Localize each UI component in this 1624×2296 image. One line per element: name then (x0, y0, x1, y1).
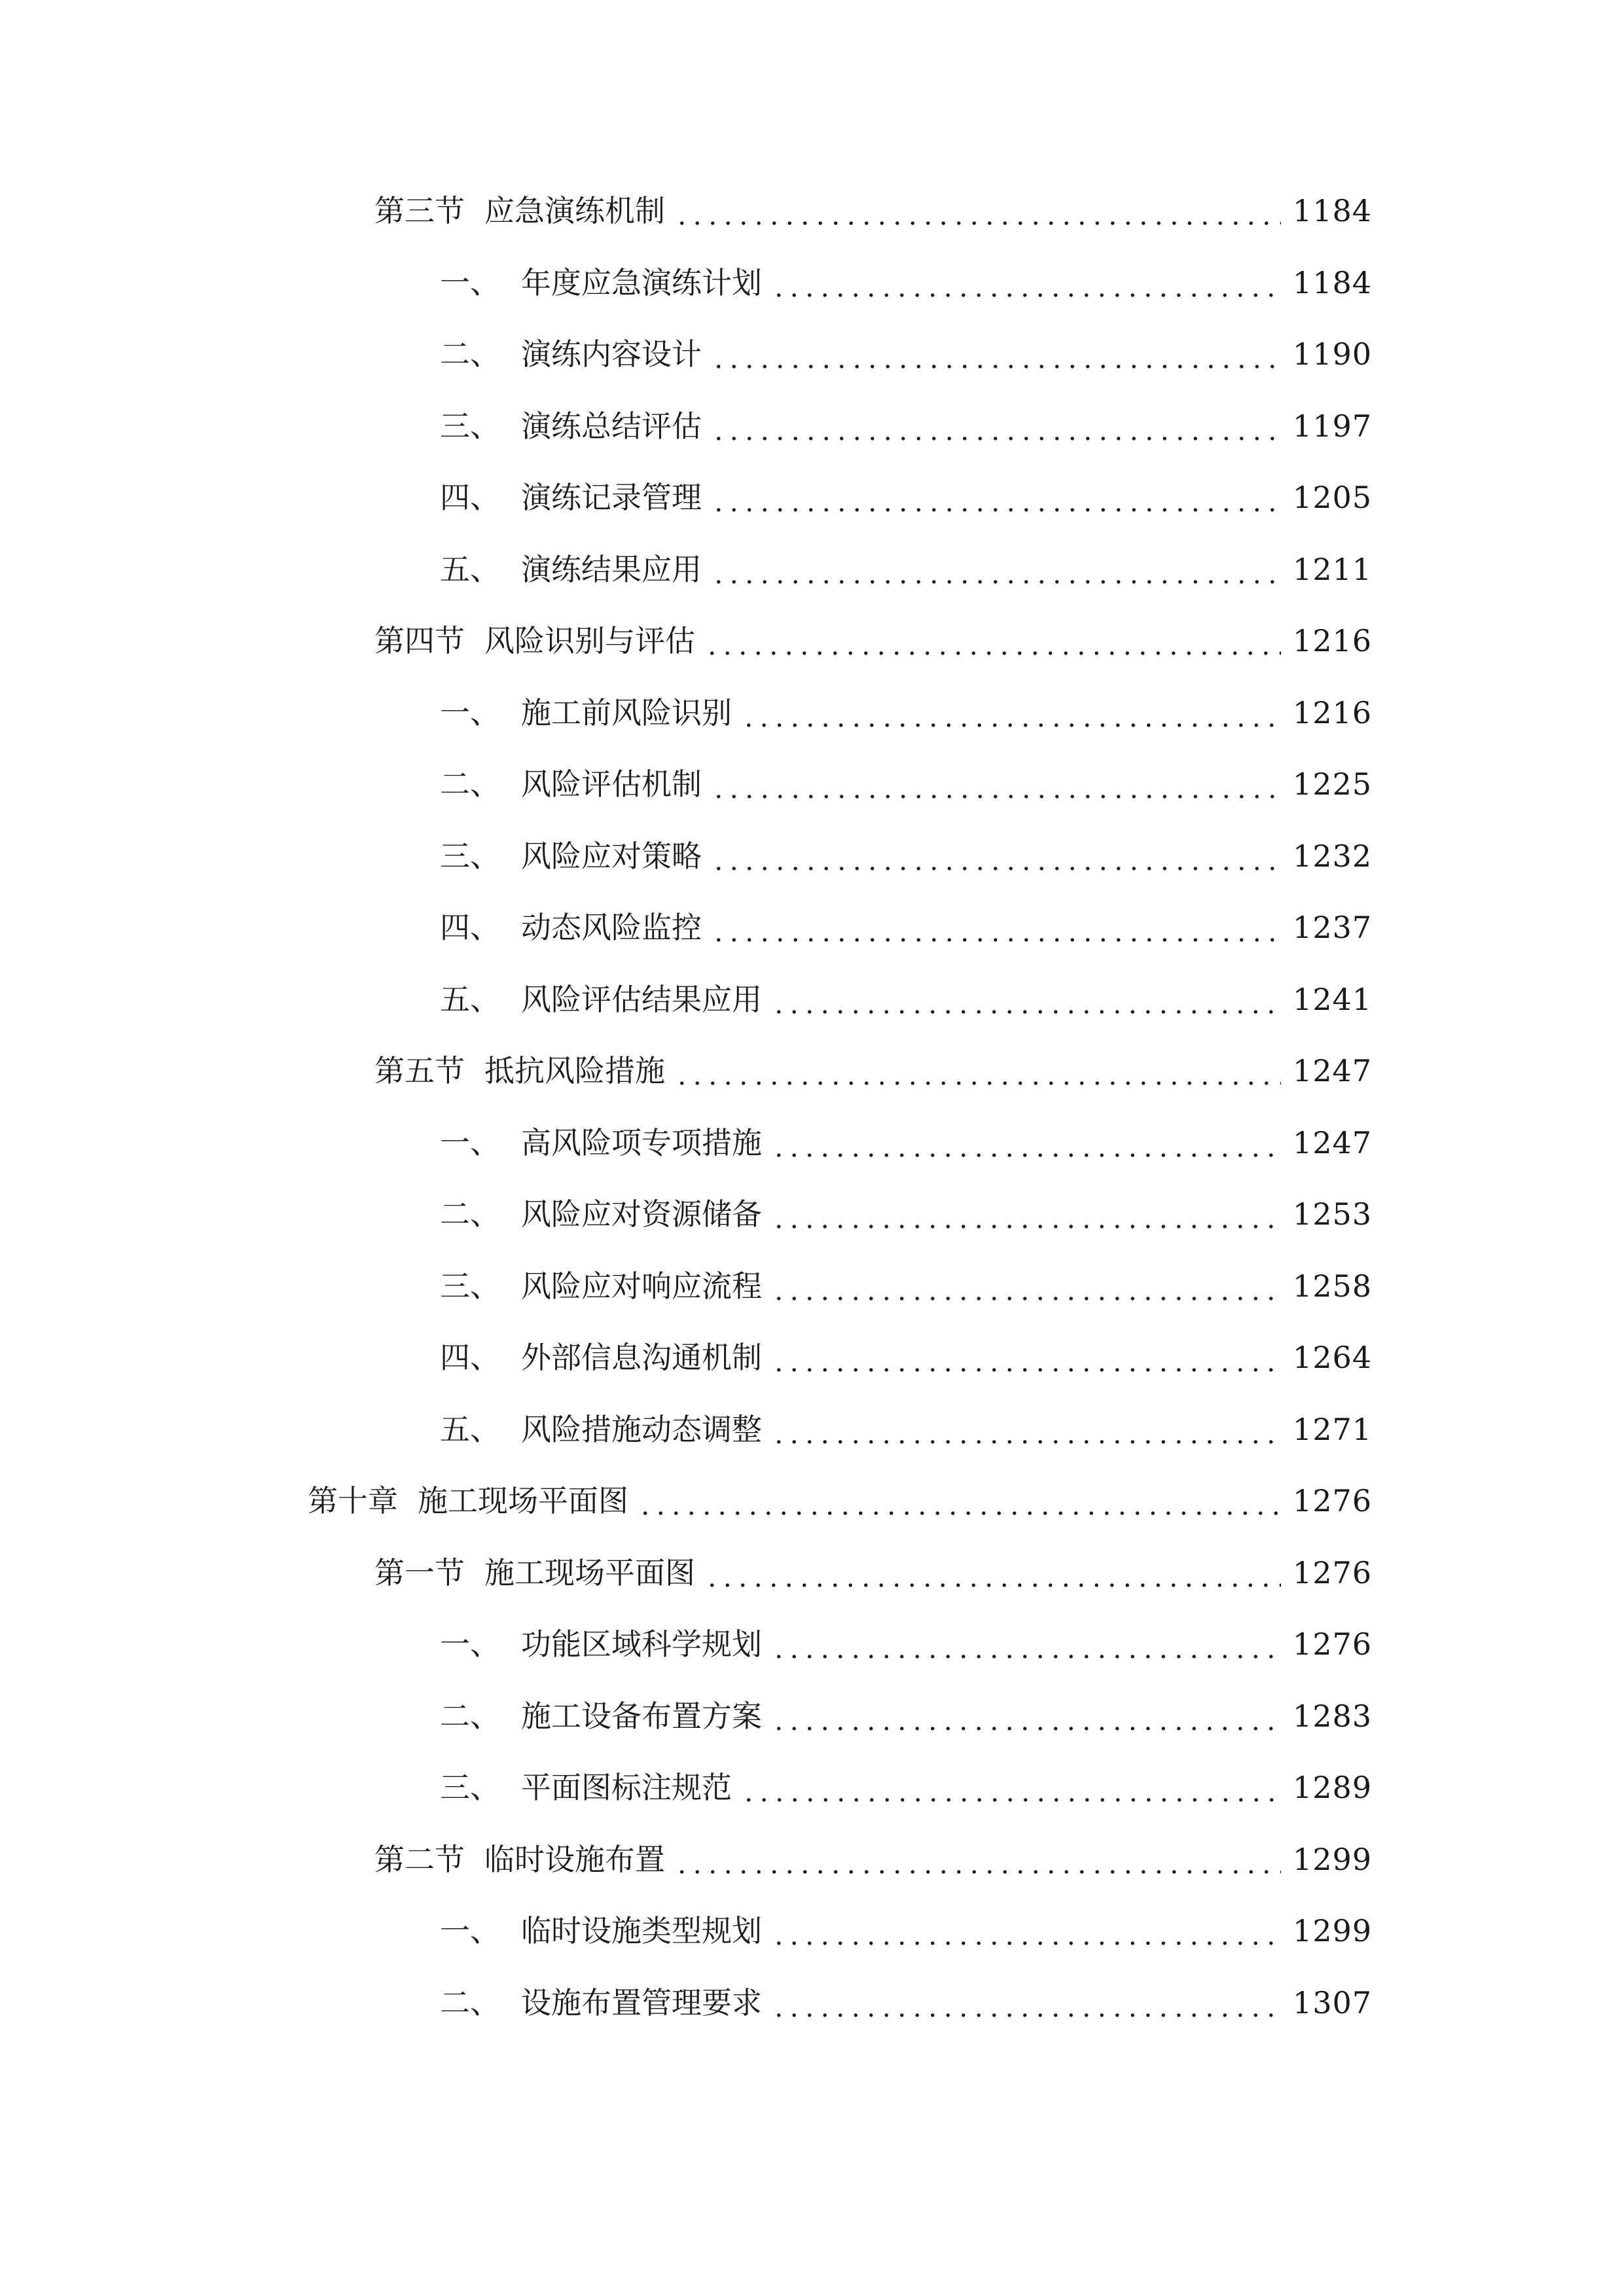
toc-entry-title: 年度应急演练计划 (521, 264, 762, 300)
toc-entry-title: 外部信息沟通机制 (521, 1340, 762, 1375)
dot-leader (771, 1338, 1281, 1377)
toc-entry-number: 第一节 (374, 1554, 465, 1590)
toc-entry-title: 风险应对资源储备 (521, 1196, 762, 1232)
toc-entry-page-number: 1247 (1292, 1124, 1372, 1160)
toc-entry[interactable] (0, 908, 1624, 980)
toc-entry-title: 风险应对响应流程 (521, 1268, 762, 1304)
toc-entry-page-number: 1276 (1292, 1626, 1372, 1662)
toc-entry[interactable] (0, 550, 1624, 622)
toc-entry-number: 三、 (440, 838, 500, 874)
toc-entry-page-number: 1307 (1292, 1984, 1372, 2020)
toc-entry[interactable] (0, 191, 1624, 263)
toc-entry-page-number: 1216 (1292, 694, 1372, 730)
toc-entry-page-number: 1276 (1292, 1554, 1372, 1590)
toc-entry[interactable] (0, 693, 1624, 765)
dot-leader (771, 1123, 1281, 1162)
dot-leader (711, 334, 1281, 374)
toc-entry-page-number: 1283 (1292, 1698, 1372, 1734)
toc-entry[interactable] (0, 1553, 1624, 1625)
toc-entry-number: 五、 (440, 551, 500, 587)
toc-entry-title: 演练内容设计 (521, 336, 702, 372)
toc-entry[interactable] (0, 1840, 1624, 1912)
dot-leader (711, 908, 1281, 947)
toc-entry-title: 演练记录管理 (521, 480, 702, 515)
toc-entry-number: 四、 (440, 1340, 500, 1375)
toc-entry-page-number: 1225 (1292, 766, 1372, 802)
toc-entry-title: 风险评估结果应用 (521, 981, 762, 1017)
toc-entry[interactable] (0, 1911, 1624, 1983)
dot-leader (704, 1553, 1281, 1592)
toc-entry-page-number: 1205 (1292, 480, 1372, 515)
toc-entry[interactable] (0, 1266, 1624, 1338)
toc-entry-number: 一、 (440, 694, 500, 730)
toc-entry-title: 临时设施类型规划 (521, 1913, 762, 1948)
toc-entry-page-number: 1232 (1292, 838, 1372, 874)
toc-entry-number: 一、 (440, 1124, 500, 1160)
toc-entry[interactable] (0, 1983, 1624, 2055)
toc-entry-number: 第三节 (374, 193, 465, 228)
toc-entry-number: 三、 (440, 1268, 500, 1304)
toc-entry[interactable] (0, 980, 1624, 1052)
toc-entry-page-number: 1264 (1292, 1340, 1372, 1375)
dot-leader (771, 1983, 1281, 2022)
toc-entry-number: 一、 (440, 1913, 500, 1948)
toc-entry-number: 四、 (440, 480, 500, 515)
dot-leader (771, 1266, 1281, 1306)
toc-entry-title: 设施布置管理要求 (521, 1984, 762, 2020)
toc-entry-number: 三、 (440, 408, 500, 444)
toc-entry[interactable] (0, 1768, 1624, 1840)
dot-leader (674, 1840, 1281, 1879)
toc-entry[interactable] (0, 263, 1624, 335)
toc-entry[interactable] (0, 406, 1624, 478)
toc-entry-title: 平面图标注规范 (521, 1770, 732, 1805)
toc-entry-page-number: 1211 (1292, 551, 1372, 587)
dot-leader (711, 764, 1281, 804)
dot-leader (771, 1410, 1281, 1449)
toc-entry[interactable] (0, 334, 1624, 406)
dot-leader (711, 836, 1281, 876)
toc-entry-number: 二、 (440, 336, 500, 372)
dot-leader (741, 1768, 1281, 1807)
toc-entry-title: 风险识别与评估 (484, 623, 695, 658)
toc-entry-title: 风险措施动态调整 (521, 1411, 762, 1447)
toc-entry-page-number: 1197 (1292, 408, 1372, 444)
toc-entry[interactable] (0, 478, 1624, 550)
toc-entry[interactable] (0, 1338, 1624, 1410)
toc-entry-number: 五、 (440, 981, 500, 1017)
toc-entry-title: 功能区域科学规划 (521, 1626, 762, 1662)
toc-entry-title: 临时设施布置 (484, 1841, 665, 1877)
dot-leader (638, 1481, 1281, 1520)
toc-entry-number: 二、 (440, 1698, 500, 1734)
dot-leader (741, 693, 1281, 732)
toc-entry-number: 第五节 (374, 1053, 465, 1088)
toc-entry[interactable] (0, 1194, 1624, 1266)
toc-entry[interactable] (0, 764, 1624, 836)
toc-entry-title: 施工前风险识别 (521, 694, 732, 730)
toc-entry-page-number: 1276 (1292, 1483, 1372, 1518)
toc-entry-number: 二、 (440, 766, 500, 802)
toc-entry-title: 风险应对策略 (521, 838, 702, 874)
toc-entry-title: 应急演练机制 (484, 193, 665, 228)
toc-entry-number: 二、 (440, 1196, 500, 1232)
toc-entry-page-number: 1237 (1292, 910, 1372, 945)
toc-entry-number: 第四节 (374, 623, 465, 658)
toc-entry-page-number: 1299 (1292, 1841, 1372, 1877)
dot-leader (771, 1624, 1281, 1664)
toc-entry-page-number: 1247 (1292, 1053, 1372, 1088)
toc-entry-number: 第十章 (308, 1483, 398, 1518)
toc-entry[interactable] (0, 1481, 1624, 1553)
toc-entry-number: 五、 (440, 1411, 500, 1447)
toc-entry[interactable] (0, 621, 1624, 693)
dot-leader (771, 1911, 1281, 1950)
toc-entry-page-number: 1289 (1292, 1770, 1372, 1805)
toc-entry-page-number: 1299 (1292, 1913, 1372, 1948)
toc-entry[interactable] (0, 1123, 1624, 1195)
toc-entry-page-number: 1184 (1292, 264, 1372, 300)
toc-entry-title: 施工设备布置方案 (521, 1698, 762, 1734)
dot-leader (711, 478, 1281, 517)
dot-leader (771, 1696, 1281, 1736)
toc-entry-title: 风险评估机制 (521, 766, 702, 802)
dot-leader (771, 980, 1281, 1019)
toc-entry-title: 演练结果应用 (521, 551, 702, 587)
dot-leader (704, 621, 1281, 660)
toc-entry-page-number: 1253 (1292, 1196, 1372, 1232)
toc-entry-number: 三、 (440, 1770, 500, 1805)
toc-entry-number: 第二节 (374, 1841, 465, 1877)
toc-entry-page-number: 1258 (1292, 1268, 1372, 1304)
table-of-contents (0, 191, 1624, 2054)
toc-entry-title: 高风险项专项措施 (521, 1124, 762, 1160)
toc-entry-number: 一、 (440, 264, 500, 300)
toc-entry[interactable] (0, 1051, 1624, 1123)
dot-leader (771, 263, 1281, 302)
toc-entry-title: 施工现场平面图 (484, 1554, 695, 1590)
toc-entry-page-number: 1184 (1292, 193, 1372, 228)
toc-entry-title: 施工现场平面图 (418, 1483, 628, 1518)
toc-entry[interactable] (0, 836, 1624, 908)
dot-leader (771, 1194, 1281, 1234)
toc-entry-number: 一、 (440, 1626, 500, 1662)
toc-entry-number: 四、 (440, 910, 500, 945)
toc-entry[interactable] (0, 1410, 1624, 1482)
dot-leader (674, 191, 1281, 230)
dot-leader (674, 1051, 1281, 1090)
dot-leader (711, 550, 1281, 589)
toc-entry[interactable] (0, 1696, 1624, 1768)
toc-entry-title: 动态风险监控 (521, 910, 702, 945)
toc-entry-page-number: 1241 (1292, 981, 1372, 1017)
dot-leader (711, 406, 1281, 446)
toc-entry[interactable] (0, 1624, 1624, 1696)
toc-entry-title: 演练总结评估 (521, 408, 702, 444)
toc-entry-page-number: 1190 (1292, 336, 1372, 372)
toc-entry-number: 二、 (440, 1984, 500, 2020)
toc-entry-page-number: 1216 (1292, 623, 1372, 658)
toc-entry-page-number: 1271 (1292, 1411, 1372, 1447)
toc-entry-title: 抵抗风险措施 (484, 1053, 665, 1088)
